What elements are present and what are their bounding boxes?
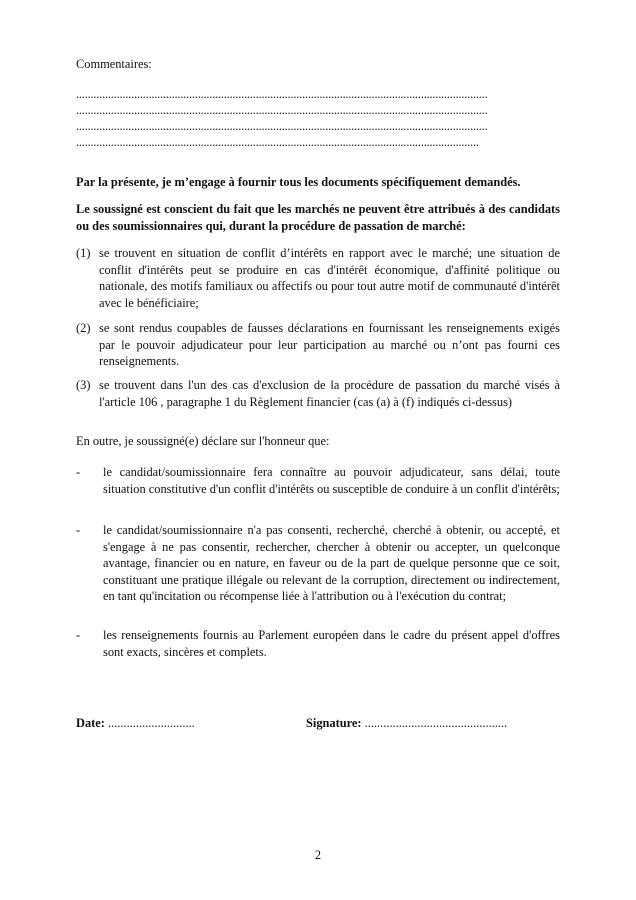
date-label: Date: bbox=[76, 716, 105, 730]
date-field[interactable] bbox=[76, 715, 195, 732]
page-number: 2 bbox=[314, 848, 322, 862]
condition-number: (1) bbox=[76, 246, 91, 260]
comment-line-2: .............................................................................................................................................. bbox=[76, 103, 488, 117]
condition-number: (3) bbox=[76, 378, 91, 392]
condition-text: se sont rendus coupables de fausses déclarations en fournissant les renseignements exigés par le pouvoir adjudicateur pour leur participation au marché ou n’ont pas fourni ces renseignements. bbox=[99, 321, 560, 368]
date-dots: ............................ bbox=[108, 716, 195, 730]
condition-item bbox=[76, 320, 560, 370]
bullet-dash: - bbox=[76, 465, 81, 479]
comments-label: Commentaires: bbox=[76, 57, 152, 71]
comment-line-4: ........................................................................................................................................... bbox=[76, 135, 479, 149]
comment-line-1: .............................................................................................................................................. bbox=[76, 87, 488, 101]
condition-text: se trouvent dans l'un des cas d'exclusion de la procédure de passation du marché visés à l'article 106 , paragraphe 1 du Règlement financier (cas (a) à (f) indiqués ci-dessus) bbox=[99, 378, 560, 409]
condition-text: se trouvent en situation de conflit d’intérêts en rapport avec le marché; une situation de conflit d'intérêts peut se produire en cas d'intérêt économique, d'affinité politique ou nationale, des motifs familiaux ou affectifs ou pour tout autre motif de communauté d'intérêt avec le bénéficiaire; bbox=[99, 246, 560, 310]
awareness-statement: Le soussigné est conscient du fait que les marchés ne peuvent être attribués à des candidats ou des soumissionnaires qui, durant la procédure de passation de marché: bbox=[76, 202, 560, 233]
declaration-item bbox=[76, 464, 560, 497]
commitment-statement: Par la présente, je m’engage à fournir tous les documents spécifiquement demandés. bbox=[76, 175, 521, 189]
bullet-dash: - bbox=[76, 523, 81, 537]
bullet-dash: - bbox=[76, 628, 81, 642]
signature-field[interactable] bbox=[306, 715, 507, 732]
declaration-text: le candidat/soumissionnaire fera connaître au pouvoir adjudicateur, sans délai, toute situation constitutive d'un conflit d'intérêts ou susceptible de conduire à un conflit d'intérêts; bbox=[103, 465, 560, 496]
condition-number: (2) bbox=[76, 321, 91, 335]
declaration-item bbox=[76, 522, 560, 605]
signature-dots: .............................................. bbox=[364, 716, 508, 730]
declaration-item bbox=[76, 627, 560, 660]
signature-label: Signature: bbox=[306, 716, 362, 730]
declaration-text: les renseignements fournis au Parlement européen dans le cadre du présent appel d'offres sont exacts, sincères et complets. bbox=[103, 628, 560, 659]
condition-item bbox=[76, 245, 560, 311]
declaration-text: le candidat/soumissionnaire n'a pas consenti, recherché, cherché à obtenir, ou accepté, et s'engage à ne pas consentir, rechercher, chercher à obtenir ou accepter, un quelconque avantage, financier ou en nature, en faveur ou de la part de quelque personne que ce soit, constituant une pratique illégale ou relevant de la corruption, directement ou indirectement, en tant qu'incitation ou récompense liée à l'attribution ou à l'exécution du contrat; bbox=[103, 523, 560, 603]
condition-item bbox=[76, 377, 560, 410]
declaration-intro: En outre, je soussigné(e) déclare sur l'honneur que: bbox=[76, 434, 330, 448]
comment-line-3: .............................................................................................................................................. bbox=[76, 119, 488, 133]
